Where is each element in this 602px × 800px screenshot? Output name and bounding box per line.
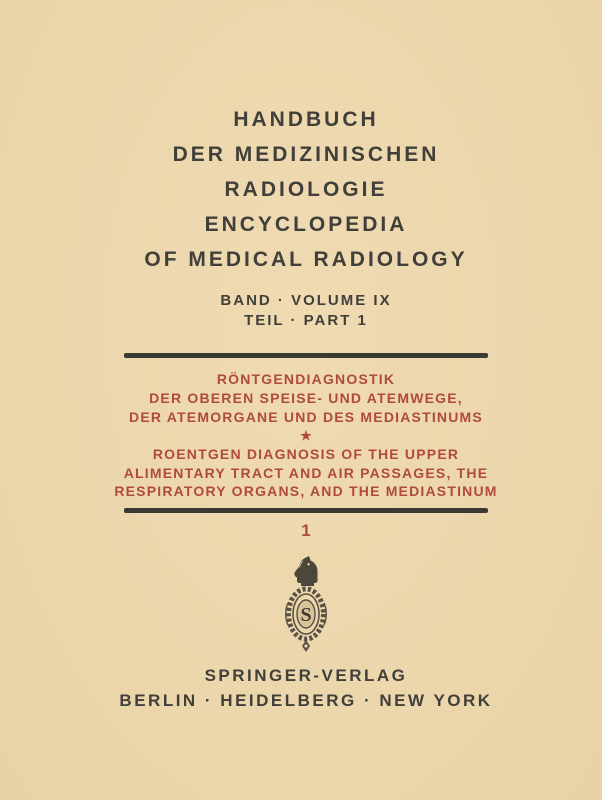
star-separator-icon: ★ xyxy=(300,428,312,443)
part-number: 1 xyxy=(301,521,311,540)
publisher-name: SPRINGER-VERLAG xyxy=(204,666,408,685)
upper-rule xyxy=(124,353,488,358)
volume-title-de-line2: DER OBEREN SPEISE- UND ATEMWEGE, xyxy=(149,390,463,406)
volume-line: BAND · VOLUME IX xyxy=(220,292,392,309)
volume-title-de-line1: RÖNTGENDIAGNOSTIK xyxy=(216,371,396,387)
series-title-en-line2: OF MEDICAL RADIOLOGY xyxy=(144,248,468,271)
series-title-en-line1: ENCYCLOPEDIA xyxy=(204,213,408,236)
lower-rule xyxy=(124,508,488,513)
volume-title-en-line3: RESPIRATORY ORGANS, AND THE MEDIASTINUM xyxy=(114,483,498,499)
springer-horse-emblem-icon xyxy=(282,555,330,655)
volume-title-en-line1: ROENTGEN DIAGNOSIS OF THE UPPER xyxy=(152,446,460,462)
volume-title-en-line2: ALIMENTARY TRACT AND AIR PASSAGES, THE xyxy=(123,465,489,481)
series-title-de-line2: DER MEDIZINISCHEN xyxy=(172,143,440,166)
part-line: TEIL · PART 1 xyxy=(244,312,368,329)
publisher-cities: BERLIN · HEIDELBERG · NEW YORK xyxy=(119,691,493,710)
series-title-de-line3: RADIOLOGIE xyxy=(224,178,388,201)
series-title-de-line1: HANDBUCH xyxy=(233,108,379,131)
volume-title-de-line3: DER ATEMORGANE UND DES MEDIASTINUMS xyxy=(129,409,483,425)
svg-text:S: S xyxy=(300,604,312,626)
